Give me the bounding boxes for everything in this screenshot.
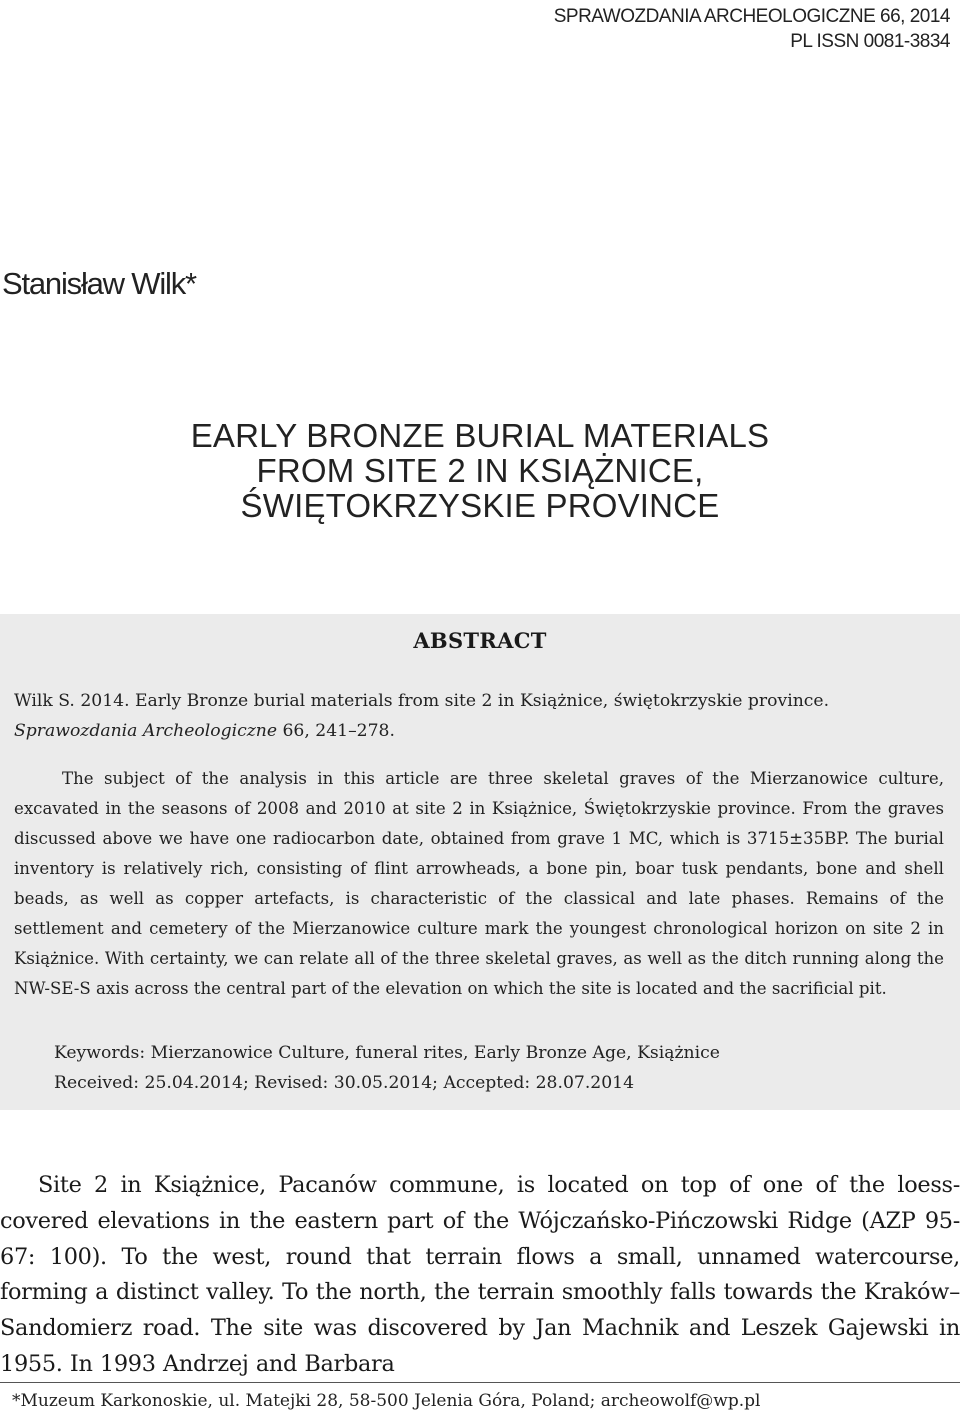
article-title [0, 418, 960, 523]
journal-title: SPRAWOZDANIA ARCHEOLOGICZNE 66, 2014 [553, 6, 950, 27]
keywords: Keywords: Mierzanowice Culture, funeral rites, Early Bronze Age, Książnice [54, 1043, 720, 1063]
abstract-citation [14, 686, 944, 746]
journal-header [554, 4, 950, 54]
abstract-heading: ABSTRACT [413, 628, 547, 653]
abstract-box [0, 614, 960, 1110]
citation-text: Wilk S. 2014. Early Bronze burial materials from site 2 in Książnice, świętokrzyskie province. [14, 691, 830, 711]
abstract-text: The subject of the analysis in this article are three skeletal graves of the Mierzanowice culture, excavated in the seasons of 2008 and 2010 at site 2 in Książnice, Świętokrzyskie province. From the graves discussed above we have one radiocarbon date, obtained from grave 1 MC, which is 3715±35BP. The burial inventory is relatively rich, consisting of flint arrowheads, a bone pin, boar tusk pendants, bone and shell beads, as well as copper artefacts, is characteristic of the classical and late phases. Remains of the settlement and cemetery of the Mierzanowice culture mark the youngest chronological horizon on site 2 in Książnice. With certainty, we can relate all of the three skeletal graves, as well as the ditch running along the NW-SE-S axis across the central part of the elevation on which the site is located and the sacrificial pit. [14, 769, 944, 998]
footnote-divider [0, 1382, 960, 1383]
title-line-2: FROM SITE 2 IN KSIĄŻNICE, [256, 452, 704, 489]
title-line-3: ŚWIĘTOKRZYSKIE PROVINCE [240, 487, 720, 524]
author-name: Stanisław Wilk* [2, 266, 196, 301]
citation-pages: 66, 241–278. [277, 721, 395, 741]
author-affiliation-footnote: *Muzeum Karkonoskie, ul. Matejki 28, 58-500 Jelenia Góra, Poland; archeowolf@wp.pl [12, 1391, 761, 1411]
journal-issn: PL ISSN 0081-3834 [790, 31, 950, 52]
citation-journal: Sprawozdania Archeologiczne [14, 721, 277, 741]
received-dates: Received: 25.04.2014; Revised: 30.05.2014; Accepted: 28.07.2014 [54, 1073, 635, 1093]
body-paragraph: Site 2 in Książnice, Pacanów commune, is located on top of one of the loess-covered elevations in the eastern part of the Wójczańsko-Pińczowski Ridge (AZP 95-67: 100). To the west, round that terrain flows a small, unnamed watercourse, forming a distinct valley. To the north, the terrain smoothly falls towards the Kraków–Sandomierz road. The site was discovered by Jan Machnik and Leszek Gajewski in 1955. In 1993 Andrzej and Barbara [0, 1172, 960, 1377]
title-line-1: EARLY BRONZE BURIAL MATERIALS [190, 417, 770, 454]
